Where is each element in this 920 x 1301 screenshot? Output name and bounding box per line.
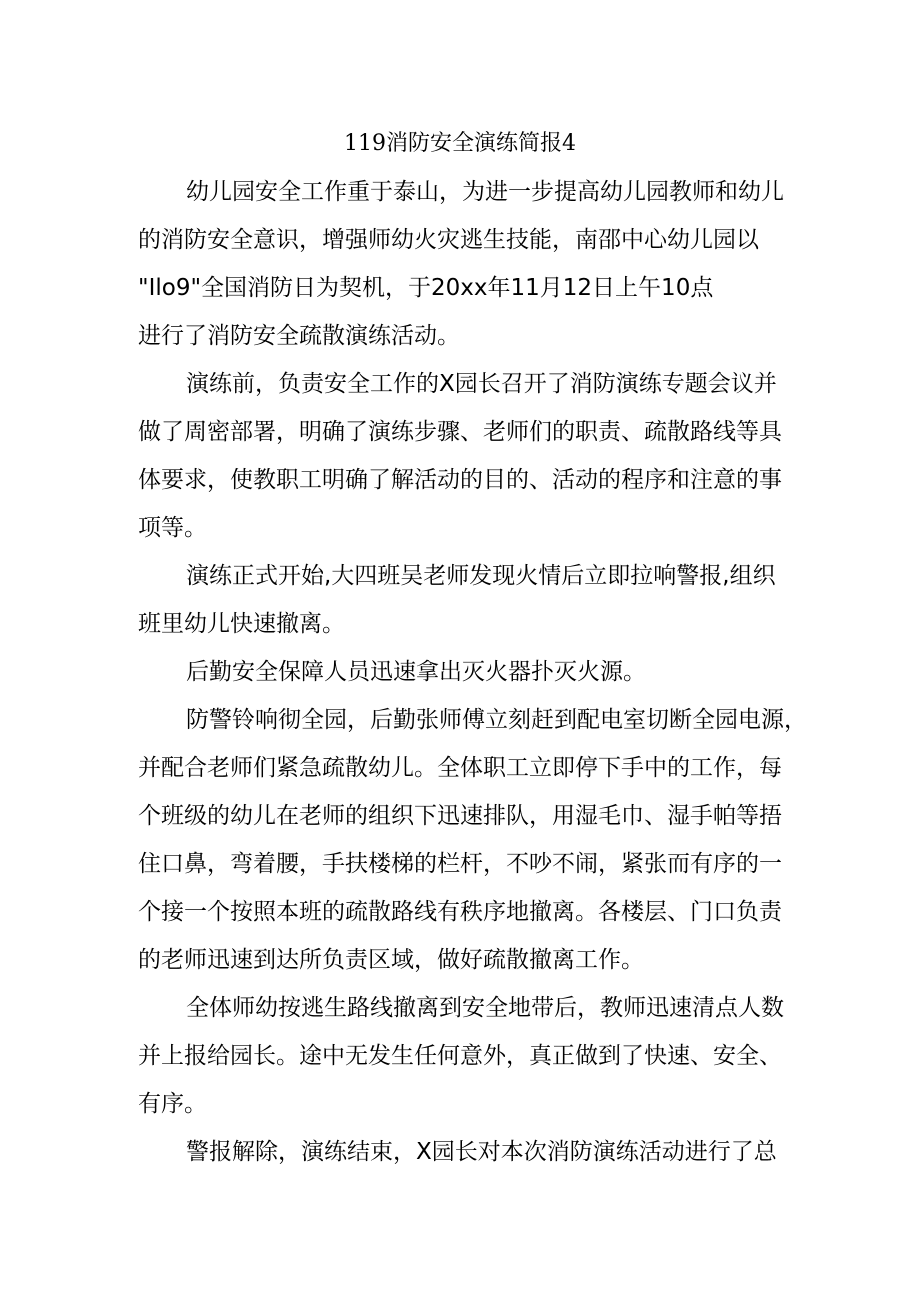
text-line: 警报解除，演练结束，X园长对本次消防演练活动进行了总 (186, 1139, 777, 1165)
text-line: "Ilo9"全国消防日为契机，于20xx年11月12日上午10点 (138, 275, 714, 301)
text-line: 的老师迅速到达所负责区域，做好疏散撤离工作。 (138, 947, 644, 973)
text-line: 班里幼儿快速撤离。 (138, 611, 345, 637)
text-line: 项等。 (138, 515, 207, 541)
text-line: 防警铃响彻全园，后勤张师傅立刻赶到配电室切断全园电源， (186, 707, 807, 733)
text-line: 演练前，负责安全工作的X园长召开了消防演练专题会议并 (186, 371, 777, 397)
text-line: 个班级的幼儿在老师的组织下迅速排队，用湿毛巾、湿手帕等捂 (138, 803, 782, 829)
text-line: 的消防安全意识，增强师幼火灾逃生技能，南邵中心幼儿园以 (138, 227, 759, 253)
text-line: 住口鼻，弯着腰，手扶楼梯的栏杆，不吵不闹，紧张而有序的一 (138, 851, 782, 877)
text-line: 全体师幼按逃生路线撤离到安全地带后，教师迅速清点人数 (186, 995, 784, 1021)
text-line: 演练正式开始,大四班吴老师发现火情后立即拉响警报,组织 (186, 563, 776, 589)
text-line: 并配合老师们紧急疏散幼儿。全体职工立即停下手中的工作，每 (138, 755, 782, 781)
text-line: 做了周密部署，明确了演练步骤、老师们的职责、疏散路线等具 (138, 419, 782, 445)
text-line: 进行了消防安全疏散演练活动。 (138, 323, 460, 349)
text-line: 有序。 (138, 1091, 207, 1117)
text-line: 个接一个按照本班的疏散路线有秩序地撤离。各楼层、门口负责 (138, 899, 782, 925)
text-line: 并上报给园长。途中无发生任何意外，真正做到了快速、安全、 (138, 1043, 782, 1069)
document-title: 119消防安全演练简报4 (344, 131, 576, 156)
text-line: 后勤安全保障人员迅速拿出灭火器扑灭火源。 (186, 659, 646, 685)
text-line: 体要求，使教职工明确了解活动的目的、活动的程序和注意的事 (138, 467, 782, 493)
text-line: 幼儿园安全工作重于泰山，为进一步提高幼儿园教师和幼儿 (186, 179, 784, 205)
document-body (138, 168, 807, 1176)
